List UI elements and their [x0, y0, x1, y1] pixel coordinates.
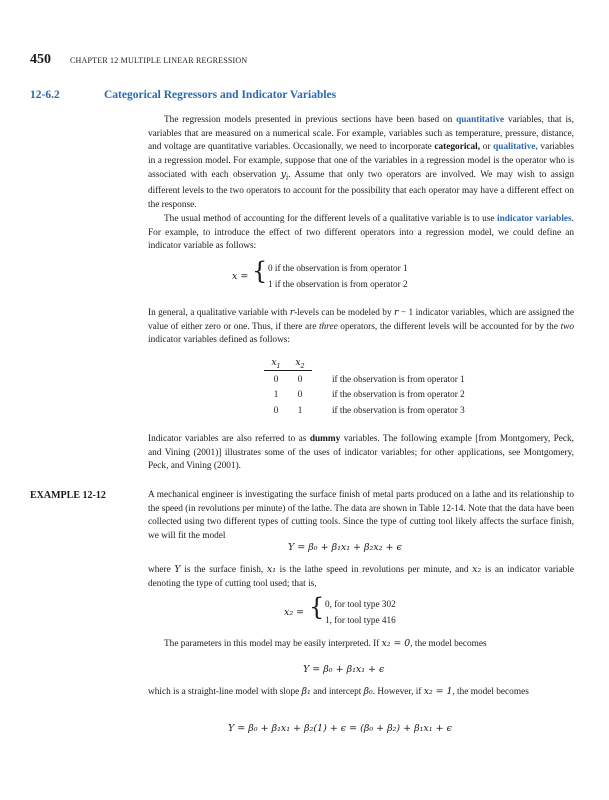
text-run: is the surface finish,: [180, 565, 267, 575]
table-row: [264, 371, 465, 387]
text-run: variables. The following example [from Montgomery, Peck, and Vining (2001)] illustrates some of the uses of indicator variables; for other applications, see Montgomery, Peck, and Vining (2001).: [148, 434, 574, 471]
paragraph-straight-line: [148, 685, 574, 700]
equation-case-1: 0, for tool type 302: [325, 599, 396, 609]
text-run: . Assume that only two operators are involved. We may wish to assign different levels to the two operators to account for the possibility that each operator may have a different effect on the response.: [148, 170, 574, 210]
table-cell: 0: [273, 373, 279, 384]
text-run: indicator variables defined as follows:: [148, 335, 290, 345]
condition-x2-zero: x₂ = 0: [381, 638, 411, 649]
keyword-qualitative: qualitative,: [493, 142, 538, 152]
var-intercept: β₀: [363, 686, 373, 697]
table-header-row: [264, 356, 465, 371]
table-cell: 0: [297, 389, 303, 400]
table-cell: 1: [297, 404, 303, 415]
paragraph-quantitative: [148, 114, 574, 212]
equation-x-lhs: x =: [232, 271, 249, 282]
running-head: CHAPTER 12 MULTIPLE LINEAR REGRESSION: [70, 56, 248, 65]
table-row: [264, 387, 465, 403]
keyword-categorical: categorical,: [434, 142, 481, 152]
paragraph-indicator-variables: [148, 213, 574, 254]
table-cell: if the observation is from operator 2: [332, 389, 465, 400]
equation-case-2: 1 if the observation is from operator 2: [268, 279, 408, 289]
emph-two: two: [560, 321, 574, 332]
table-row: [264, 402, 465, 418]
equation-straight-line: Y = β₀ + β₁x₁ + ϵ: [303, 664, 385, 675]
text-run: is the lathe speed in revolutions per minute, and: [275, 565, 473, 575]
table-cell: 0: [273, 404, 279, 415]
var-y: y: [280, 169, 286, 180]
paragraph-interpretation: [148, 637, 574, 652]
emph-three: three: [318, 321, 338, 332]
table-header: $x_1$: [264, 356, 288, 371]
text-run: The parameters in this model may be easily interpreted. If: [164, 639, 382, 649]
text-run: and intercept: [310, 687, 364, 697]
text-run: − 1 indicator variables, which are assigned the value of either zero or one. Thus, if there are: [148, 308, 575, 332]
text-run: In general, a qualitative variable with: [148, 308, 290, 318]
keyword-indicator-variables: indicator variables: [497, 214, 572, 224]
var-r: r: [289, 307, 295, 318]
text-run: The regression models presented in previous sections have been based on: [164, 115, 457, 125]
page-number: 450: [30, 52, 51, 67]
section-number: 12-6.2: [30, 89, 60, 101]
paragraph-where-y: [148, 563, 574, 591]
example-label: EXAMPLE 12-12: [30, 490, 106, 501]
text-run: variables, that is, variables that are measured on a numerical scale. For example, variables such as temperature, pressure, distance, and voltage are quantitative variables. Occasionally, we need to incorporate: [148, 115, 574, 152]
text-run: is an indicator variable denoting the type of cutting tool used; that is,: [148, 565, 574, 589]
text-run: , the model becomes: [410, 639, 487, 649]
var-y-subscript: i: [285, 173, 289, 182]
text-run: , the model becomes: [452, 687, 529, 697]
var-slope: β₁: [301, 686, 311, 697]
example-text: A mechanical engineer is investigating the surface finish of metal parts produced on a lathe and its relationship to the speed (in revolutions per minute) of the lathe. The data are shown in Table 12-14. Note that the data have been collected using two different types of cutting tools. Since the type of cutting tool likely affects the surface finish, we will fit the model: [148, 490, 574, 541]
text-run: which is a straight-line model with slope: [148, 687, 302, 697]
table-cell: 1: [273, 389, 279, 400]
text-run: . However, if: [372, 687, 424, 697]
equation-case-2: 1, for tool type 416: [325, 615, 396, 625]
var-x1: x₁: [266, 564, 276, 575]
equation-case-1: 0 if the observation is from operator 1: [268, 263, 408, 273]
table-cell: if the observation is from operator 1: [332, 373, 465, 384]
table-cell: if the observation is from operator 3: [332, 404, 465, 415]
paragraph-dummy-variables: [148, 433, 574, 474]
keyword-quantitative: quantitative: [456, 115, 505, 125]
text-run: The usual method of accounting for the different levels of a qualitative variable is to use: [164, 214, 498, 224]
text-run: . For example, to introduce the effect of two different operators into a regression model, we could define an indicator variable as follows:: [148, 214, 574, 251]
table-cell: 0: [297, 373, 303, 384]
var-x2: x₂: [472, 564, 482, 575]
equation-x2-lhs: x₂ =: [284, 607, 305, 618]
text-run: where: [148, 565, 175, 575]
equation-brace: {: [309, 593, 325, 621]
indicator-table: [264, 356, 465, 418]
equation-expanded-model: Y = β₀ + β₁x₁ + β₂(1) + ϵ = (β₀ + β₂) + β₁x₁ + ϵ: [228, 723, 452, 734]
var-r: r: [394, 307, 399, 318]
text-run: variables in a regression model. For example, suppose that one of the variables in a regression model is the operator who is associated with each observation: [148, 142, 574, 180]
table-header: $x_2$: [288, 356, 312, 371]
paragraph-r-levels: [148, 306, 574, 348]
section-title: Categorical Regressors and Indicator Variables: [104, 89, 337, 101]
condition-x2-one: x₂ = 1: [423, 686, 453, 697]
table-header-empty: [312, 356, 465, 371]
text-run: Indicator variables are also referred to as: [148, 434, 310, 444]
text-run: or: [480, 142, 494, 152]
var-Y: Y: [174, 564, 181, 575]
text-run: -levels can be modeled by: [294, 308, 395, 318]
keyword-dummy: dummy: [309, 434, 341, 444]
equation-full-model: Y = β₀ + β₁x₁ + β₂x₂ + ϵ: [288, 542, 402, 553]
equation-brace: {: [252, 257, 268, 285]
text-run: operators, the different levels will be accounted for by the: [337, 321, 561, 332]
